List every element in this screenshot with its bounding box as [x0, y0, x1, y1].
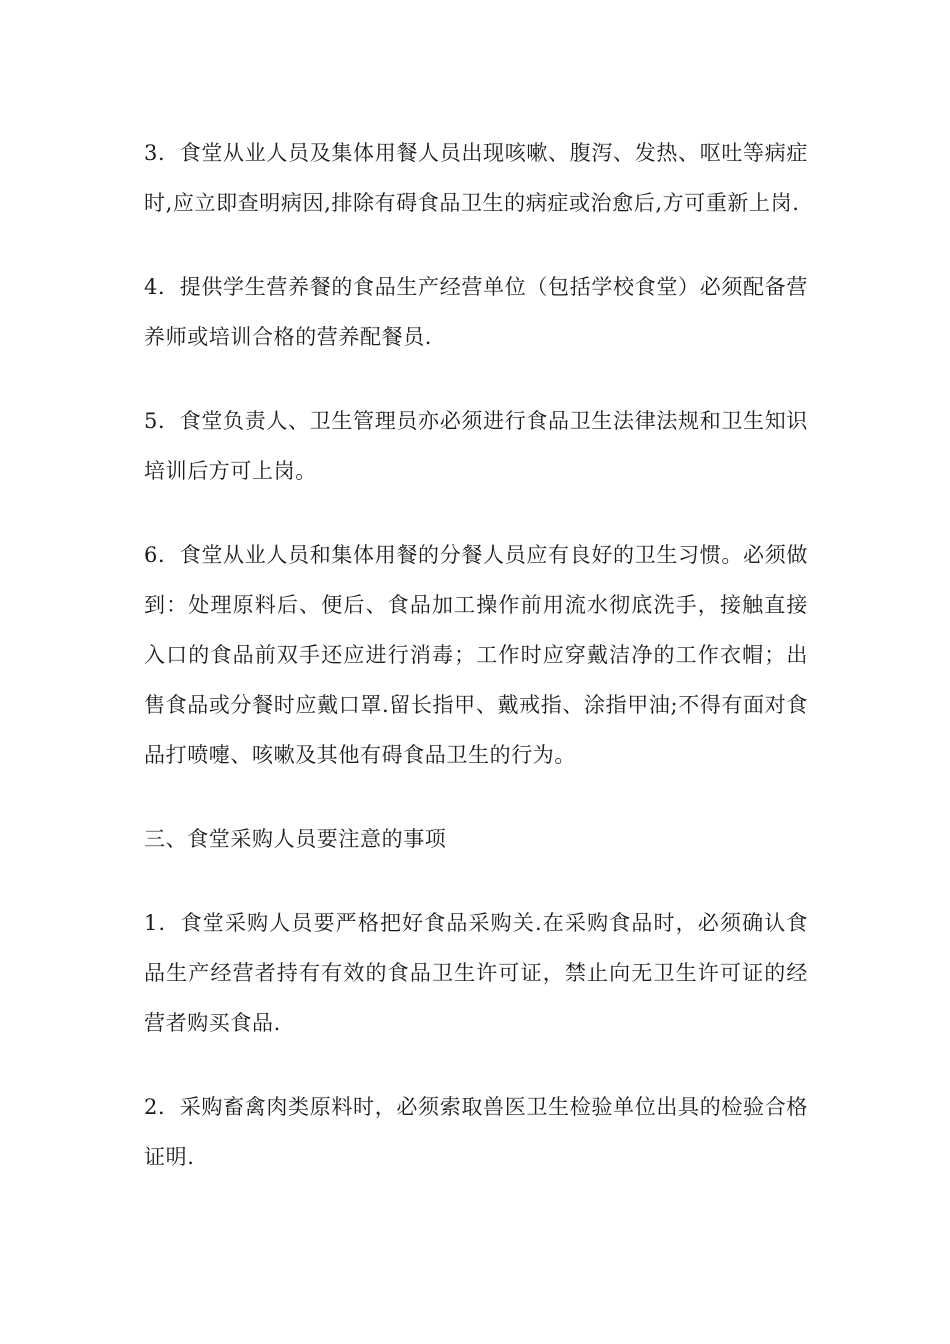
- paragraph-3: 3．食堂从业人员及集体用餐人员出现咳嗽、腹泻、发热、呕吐等病症时,应立即查明病因,排除有碍食品卫生的病症或治愈后,方可重新上岗.: [144, 141, 808, 215]
- section-paragraph-1: 1．食堂采购人员要严格把好食品采购关.在采购食品时，必须确认食品生产经营者持有有效的食品卫生许可证，禁止向无卫生许可证的经营者购买食品.: [144, 911, 808, 1035]
- paragraph-5: 5．食堂负责人、卫生管理员亦必须进行食品卫生法律法规和卫生知识培训后方可上岗。: [144, 409, 808, 483]
- document-body: [144, 128, 808, 1216]
- paragraph-6: 6．食堂从业人员和集体用餐的分餐人员应有良好的卫生习惯。必须做到：处理原料后、便后、食品加工操作前用流水彻底洗手，接触直接入口的食品前双手还应进行消毒；工作时应穿戴洁净的工作衣帽；出售食品或分餐时应戴口罩.留长指甲、戴戒指、涂指甲油;不得有面对食品打喷嚏、咳嗽及其他有碍食品卫生的行为。: [144, 543, 808, 767]
- section-heading: 三、食堂采购人员要注意的事项: [144, 827, 447, 851]
- paragraph-4: 4．提供学生营养餐的食品生产经营单位（包括学校食堂）必须配备营养师或培训合格的营养配餐员.: [144, 275, 808, 349]
- section-paragraph-2: 2．采购畜禽肉类原料时，必须索取兽医卫生检验单位出具的检验合格证明.: [144, 1095, 808, 1169]
